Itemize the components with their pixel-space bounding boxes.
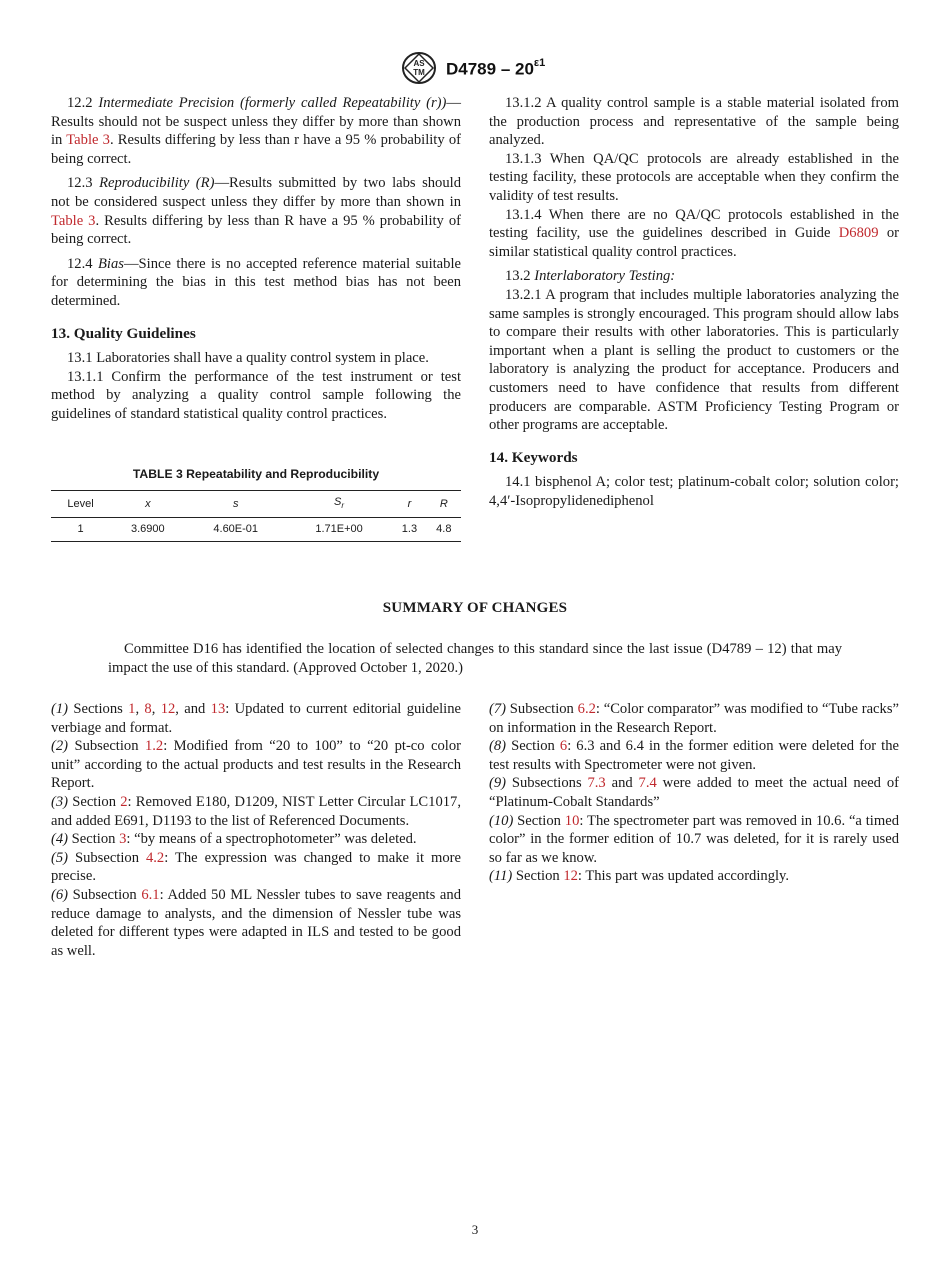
page-header <box>0 52 950 86</box>
para-12-2: 12.2 Intermediate Precision (formerly called Repeatability (r))—Results should not be suspect unless they differ by more than shown in Table 3. Results differing by less than r have a 95 % probability of being correct. <box>51 95 461 167</box>
table-cell: 1.71E+00 <box>286 518 392 542</box>
change-item: (5) Subsection 4.2: The expression was changed to make it more precise. <box>51 849 461 885</box>
link-subsection-1-2[interactable]: 1.2 <box>144 738 164 755</box>
col-header-r: r <box>392 490 426 518</box>
para-13-2: 13.2 Interlaboratory Testing: <box>505 268 676 285</box>
table-row <box>51 518 461 542</box>
change-item: (3) Section 2: Removed E180, D1209, NIST Letter Circular LC1017, and added E691, D1193 to the list of Referenced Documents. <box>51 793 461 829</box>
change-item: (6) Subsection 6.1: Added 50 ML Nessler tubes to save reagents and reduce damage to analysts, and the dimension of Nessler tube was deleted for different types were adapted in ILS and tested to be good as well. <box>51 886 461 959</box>
section-14-heading: 14. Keywords <box>489 448 578 466</box>
table-3 <box>51 490 461 542</box>
col-header-s: s <box>186 490 286 518</box>
link-section-1[interactable]: 1 <box>128 701 136 717</box>
link-subsection-7-4[interactable]: 7.4 <box>638 775 657 792</box>
link-section-10[interactable]: 10 <box>564 812 580 829</box>
para-13-1-4: 13.1.4 When there are no QA/QC protocols established in the testing facility, use the guidelines described in Guide D6809 or similar statistical quality control practices. <box>489 206 899 260</box>
col-header-level: Level <box>51 490 110 518</box>
section-13-heading: 13. Quality Guidelines <box>51 324 196 342</box>
changes-right-column <box>489 700 899 886</box>
para-13-1: 13.1 Laboratories shall have a quality control system in place. <box>67 350 429 367</box>
table-cell: 4.60E-01 <box>186 518 286 542</box>
para-13-1-1: 13.1.1 Confirm the performance of the test instrument or test method by analyzing a quality control sample following the guidelines of standard statistical quality control practices. <box>51 368 461 422</box>
table-cell: 3.6900 <box>110 518 186 542</box>
table-cell: 1.3 <box>392 518 426 542</box>
table-cell: 4.8 <box>427 518 461 542</box>
change-item: (11) Section 12: This part was updated accordingly. <box>489 868 790 885</box>
page-number: 3 <box>471 1222 479 1237</box>
para-13-2-1: 13.2.1 A program that includes multiple laboratories analyzing the same samples is strongly encouraged. This program should allow labs to compare their results with other laboratories. This is particularly important when a plant is selling the product to customers or the laboratory is analyzing the product for acceptance. Producers and customers need to have confidence that results from different producers are comparable. ASTM Proficiency Testing Program or other programs are acceptable. <box>489 286 899 434</box>
change-item: (8) Section 6: 6.3 and 6.4 in the former edition were deleted for the test results with Spectrometer were not given. <box>489 738 899 773</box>
link-table-3[interactable]: Table 3 <box>66 132 110 149</box>
document-designation: $D4789 - 20^{\varepsilon 1}$ <box>446 57 546 79</box>
svg-text:AS: AS <box>413 59 425 68</box>
link-section-13[interactable]: 13 <box>210 701 226 717</box>
link-section-12[interactable]: 12 <box>563 868 578 885</box>
change-item: (4) Section 3: “by means of a spectrophotometer” was deleted. <box>51 831 417 848</box>
link-section-8[interactable]: 8 <box>144 701 152 717</box>
summary-heading: SUMMARY OF CHANGES <box>382 600 568 616</box>
change-item: (10) Section 10: The spectrometer part was removed in 10.6. “a timed color” in the former edition of 10.7 was deleted, for it is rarely used so far as we know. <box>489 812 899 866</box>
summary-intro: Committee D16 has identified the location of selected changes to this standard since the last issue (D4789 – 12) that may impact the use of this standard. (Approved October 1, 2020.) <box>108 641 842 676</box>
change-item: (2) Subsection 1.2: Modified from “20 to 100” to “20 pt-co color unit” according to the actual products and test results in the Research Report. <box>51 738 461 792</box>
astm-logo <box>401 52 437 84</box>
link-subsection-6-1[interactable]: 6.1 <box>141 886 160 903</box>
link-section-12[interactable]: 12 <box>160 701 176 717</box>
link-section-6[interactable]: 6 <box>559 738 568 755</box>
para-13-1-3: 13.1.3 When QA/QC protocols are already established in the testing facility, these protocols are acceptable when they confirm the validity of test results. <box>489 150 899 204</box>
para-12-3: 12.3 Reproducibility (R)—Results submitted by two labs should not be considered suspect unless they differ by more than shown in Table 3. Results differing by less than R have a 95 % probability of being correct. <box>51 175 462 248</box>
table-3-caption: TABLE 3 Repeatability and Reproducibility <box>132 467 380 481</box>
link-table-3[interactable]: Table 3 <box>51 212 96 229</box>
changes-left-column <box>51 700 461 960</box>
link-d6809[interactable]: D6809 <box>838 225 879 242</box>
change-item: (1) Sections 1, 8, 12, and 13: Updated to current editorial guideline verbiage and format. <box>51 701 461 736</box>
link-subsection-4-2[interactable]: 4.2 <box>145 849 165 866</box>
table-header-row <box>51 490 461 518</box>
change-item: (9) Subsections 7.3 and 7.4 were added to meet the actual need of “Platinum-Cobalt Standards” <box>489 775 899 810</box>
link-section-2[interactable]: 2 <box>120 793 128 810</box>
change-item: (7) Subsection 6.2: “Color comparator” was modified to “Tube racks” on information in the Research Report. <box>489 701 899 736</box>
svg-text:TM: TM <box>413 68 425 77</box>
left-column <box>51 94 461 424</box>
table-3-block <box>51 465 461 542</box>
para-13-1-2: 13.1.2 A quality control sample is a stable material isolated from the production process and representative of the sample being analyzed. <box>489 95 899 149</box>
table-cell: 1 <box>51 518 110 542</box>
col-header-R: R <box>427 490 461 518</box>
right-column <box>489 94 899 510</box>
para-14-1: 14.1 bisphenol A; color test; platinum-cobalt color; solution color; 4,4′-Isopropylidenediphenol <box>489 474 899 509</box>
col-header-x: x <box>110 490 186 518</box>
link-subsection-7-3[interactable]: 7.3 <box>587 775 606 792</box>
link-subsection-6-2[interactable]: 6.2 <box>577 701 596 717</box>
para-12-4: 12.4 Bias—Since there is no accepted reference material suitable for determining the bias in this test method bias has not been determined. <box>51 255 461 309</box>
link-section-3[interactable]: 3 <box>119 831 127 848</box>
col-header-sr: $S_r$ <box>286 490 392 518</box>
